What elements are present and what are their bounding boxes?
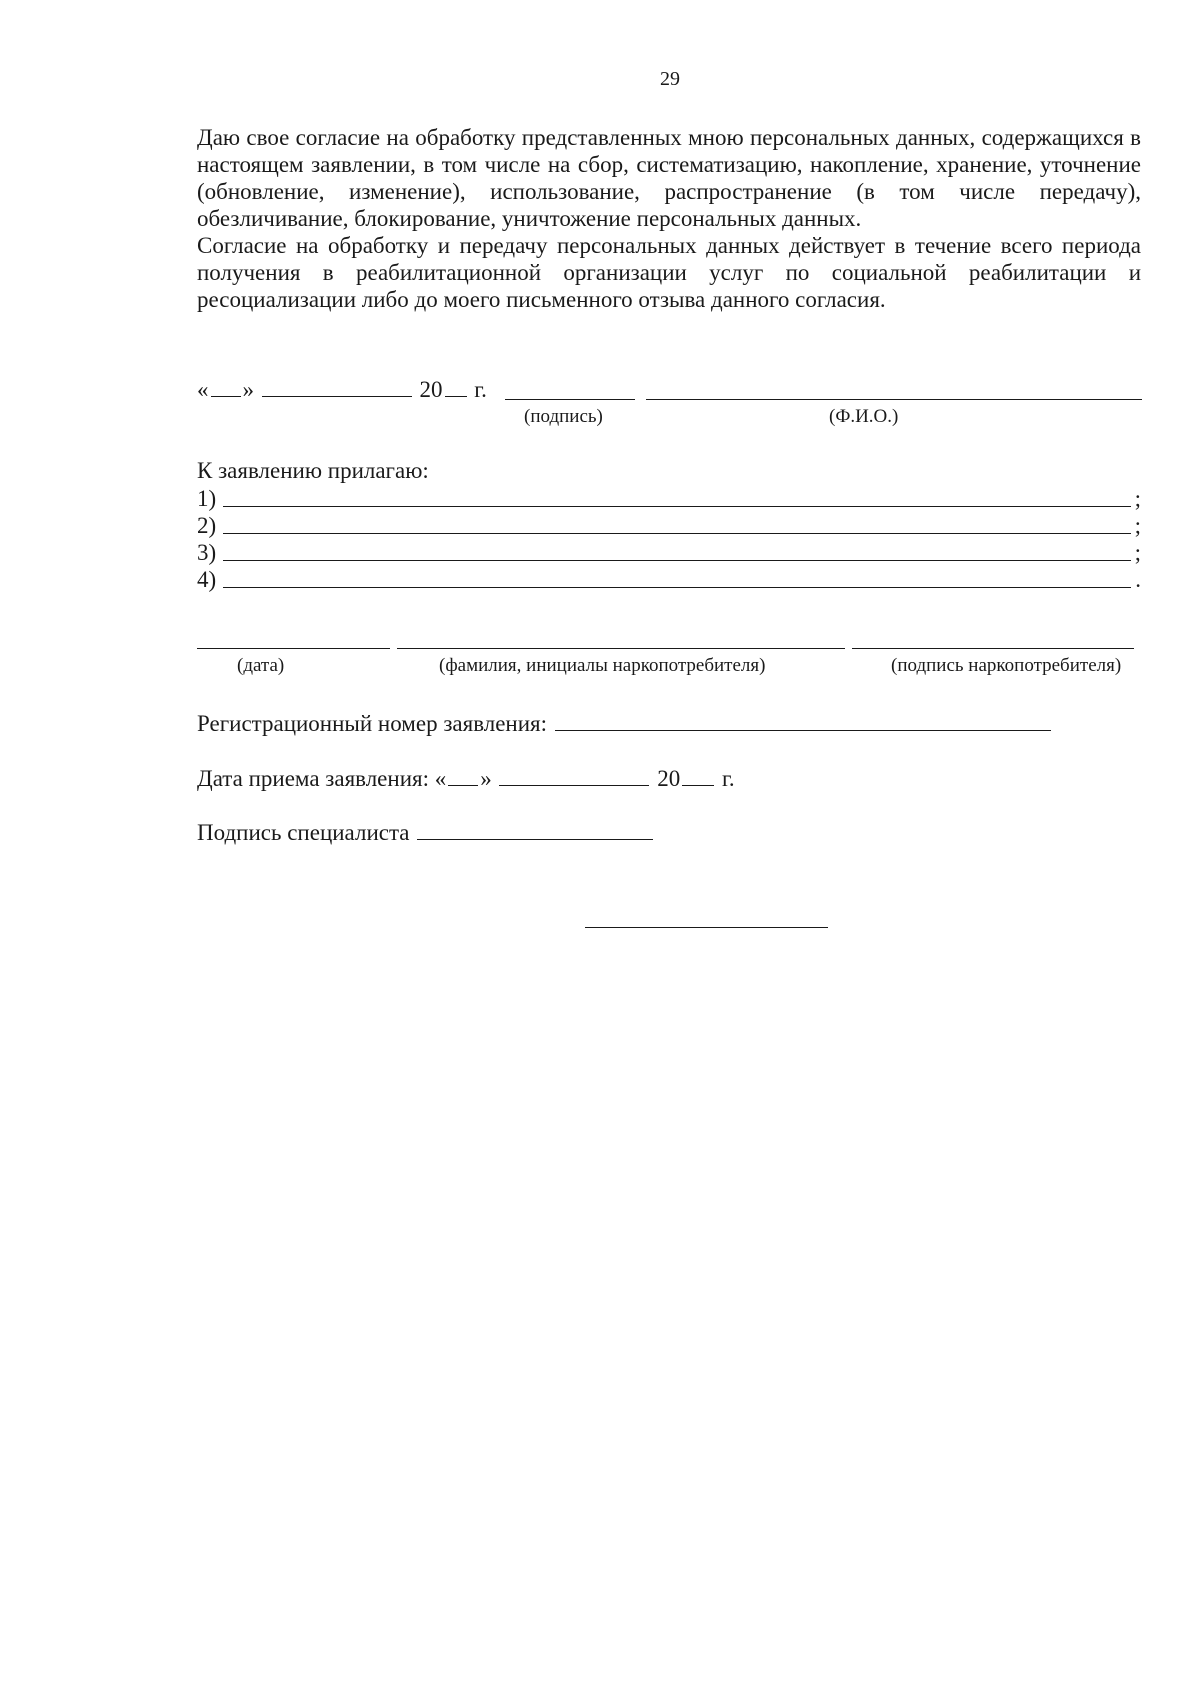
attachment-number: 1): [197, 486, 217, 511]
year-prefix: 20: [419, 377, 443, 402]
page-number: 29: [660, 68, 680, 90]
consent-paragraph-1: Даю свое согласие на обработку представленных мною персональных данных, содержащихся в настоящем заявлении, в том числе на сбор, систематизацию, накопление, хранение, уточнение (обновление, изменение), использование, распространение (в том числе передачу), обезличивание, блокирование, уничтожение персональных данных.: [197, 125, 1141, 231]
attachment-item-1: [197, 486, 1141, 513]
attachment-field[interactable]: [223, 506, 1131, 507]
attachment-end-mark: ;: [1134, 513, 1141, 538]
caption-applicant-name: (фамилия, инициалы наркопотребителя): [439, 655, 766, 676]
attachment-item-4: [197, 567, 1141, 594]
attachment-field[interactable]: [223, 587, 1131, 588]
acceptance-day-field[interactable]: [448, 763, 478, 786]
acceptance-year-suffix: г.: [721, 766, 735, 791]
applicant-signature-field[interactable]: [852, 648, 1134, 649]
specialist-signature-field[interactable]: [417, 817, 653, 840]
attachment-field[interactable]: [223, 533, 1131, 534]
consent-paragraph-2: Согласие на обработку и передачу персональных данных действует в течение всего периода получения в реабилитационной организации услуг по социальной реабилитации и ресоциализации либо до моего письменного отзыва данного согласия.: [197, 233, 1141, 312]
quote-open: «: [434, 766, 447, 791]
attachment-number: 4): [197, 567, 217, 592]
caption-signature: (подпись): [524, 406, 603, 427]
acceptance-year-field[interactable]: [682, 763, 714, 786]
attachment-end-mark: .: [1135, 567, 1141, 592]
attachment-field[interactable]: [223, 560, 1131, 561]
year-suffix: г.: [474, 377, 487, 402]
caption-name: (Ф.И.О.): [829, 406, 899, 427]
caption-date: (дата): [237, 655, 285, 676]
registration-label: Регистрационный номер заявления:: [197, 711, 548, 736]
attachment-item-3: [197, 540, 1141, 567]
specialist-row: [197, 817, 655, 846]
consent-date-row: [197, 374, 487, 403]
acceptance-year-prefix: 20: [657, 766, 681, 791]
attachment-end-mark: ;: [1134, 540, 1141, 565]
attachment-number: 3): [197, 540, 217, 565]
applicant-date-field[interactable]: [197, 648, 390, 649]
acceptance-label: Дата приема заявления:: [197, 766, 429, 791]
day-field[interactable]: [211, 374, 241, 397]
year-field[interactable]: [445, 374, 467, 397]
specialist-label: Подпись специалиста: [197, 820, 410, 845]
registration-number-field[interactable]: [555, 708, 1051, 731]
quote-close: »: [242, 377, 254, 402]
consent-name-field[interactable]: [646, 399, 1142, 400]
acceptance-month-field[interactable]: [499, 763, 649, 786]
end-separator-line: [585, 927, 828, 928]
attachment-end-mark: ;: [1134, 486, 1141, 511]
month-field[interactable]: [262, 374, 412, 397]
attachments-heading: К заявлению прилагаю:: [197, 458, 429, 483]
consent-signature-field[interactable]: [505, 399, 635, 400]
consent-text: [197, 124, 1141, 313]
acceptance-date-row: [197, 763, 735, 792]
attachment-item-2: [197, 513, 1141, 540]
applicant-name-field[interactable]: [397, 648, 845, 649]
attachment-number: 2): [197, 513, 217, 538]
caption-applicant-signature: (подпись наркопотребителя): [891, 655, 1122, 676]
registration-row: [197, 708, 1053, 737]
quote-close: »: [480, 766, 492, 791]
quote-open: «: [197, 377, 209, 402]
